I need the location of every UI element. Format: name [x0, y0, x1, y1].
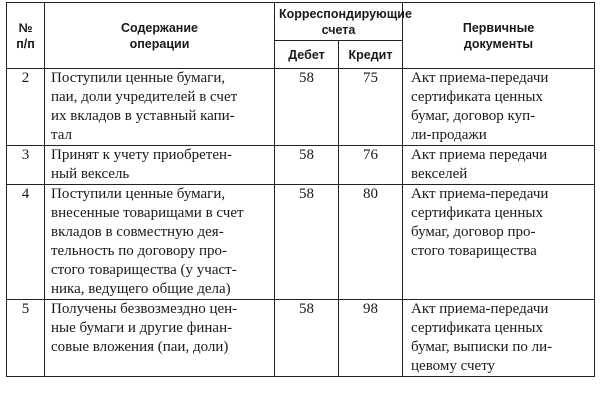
- table-row: [7, 69, 595, 146]
- header-docs: Первичные документы: [403, 3, 595, 69]
- header-debit: Дебет: [275, 41, 339, 69]
- row-num: 2: [7, 69, 45, 146]
- table-row: [7, 185, 595, 300]
- header-credit: Кредит: [339, 41, 403, 69]
- row-content: Поступили ценные бумаги, паи, доли учредителей в счет их вкладов в уставный капи- тал: [45, 69, 275, 146]
- header-content: Содержание операции: [45, 3, 275, 69]
- operations-table: [6, 2, 595, 377]
- row-credit: 80: [339, 185, 403, 300]
- table-body: [7, 69, 595, 377]
- row-credit: 98: [339, 300, 403, 377]
- table-row: [7, 146, 595, 185]
- header-num: № п/п: [7, 3, 45, 69]
- row-docs: Акт приема-передачи сертификата ценных бумаг, договор про- стого товарищества: [403, 185, 595, 300]
- row-content: Принят к учету приобретен- ный вексель: [45, 146, 275, 185]
- row-credit: 76: [339, 146, 403, 185]
- row-content: Получены безвозмездно цен- ные бумаги и другие финан- совые вложения (паи, доли): [45, 300, 275, 377]
- header-accounts: Корреспондирующие счета: [275, 3, 403, 41]
- row-credit: 75: [339, 69, 403, 146]
- row-docs: Акт приема-передачи сертификата ценных бумаг, договор куп- ли-продажи: [403, 69, 595, 146]
- row-docs: Акт приема-передачи сертификата ценных бумаг, выписки по ли- цевому счету: [403, 300, 595, 377]
- row-debit: 58: [275, 185, 339, 300]
- row-docs: Акт приема передачи векселей: [403, 146, 595, 185]
- table-header: [7, 3, 595, 69]
- row-debit: 58: [275, 146, 339, 185]
- row-num: 5: [7, 300, 45, 377]
- row-num: 3: [7, 146, 45, 185]
- row-content: Поступили ценные бумаги, внесенные товарищами в счет вкладов в совместную дея- тельность по договору про- стого товарищества (у участ- ника, ведущего общие дела): [45, 185, 275, 300]
- row-debit: 58: [275, 69, 339, 146]
- table-row: [7, 300, 595, 377]
- row-debit: 58: [275, 300, 339, 377]
- row-num: 4: [7, 185, 45, 300]
